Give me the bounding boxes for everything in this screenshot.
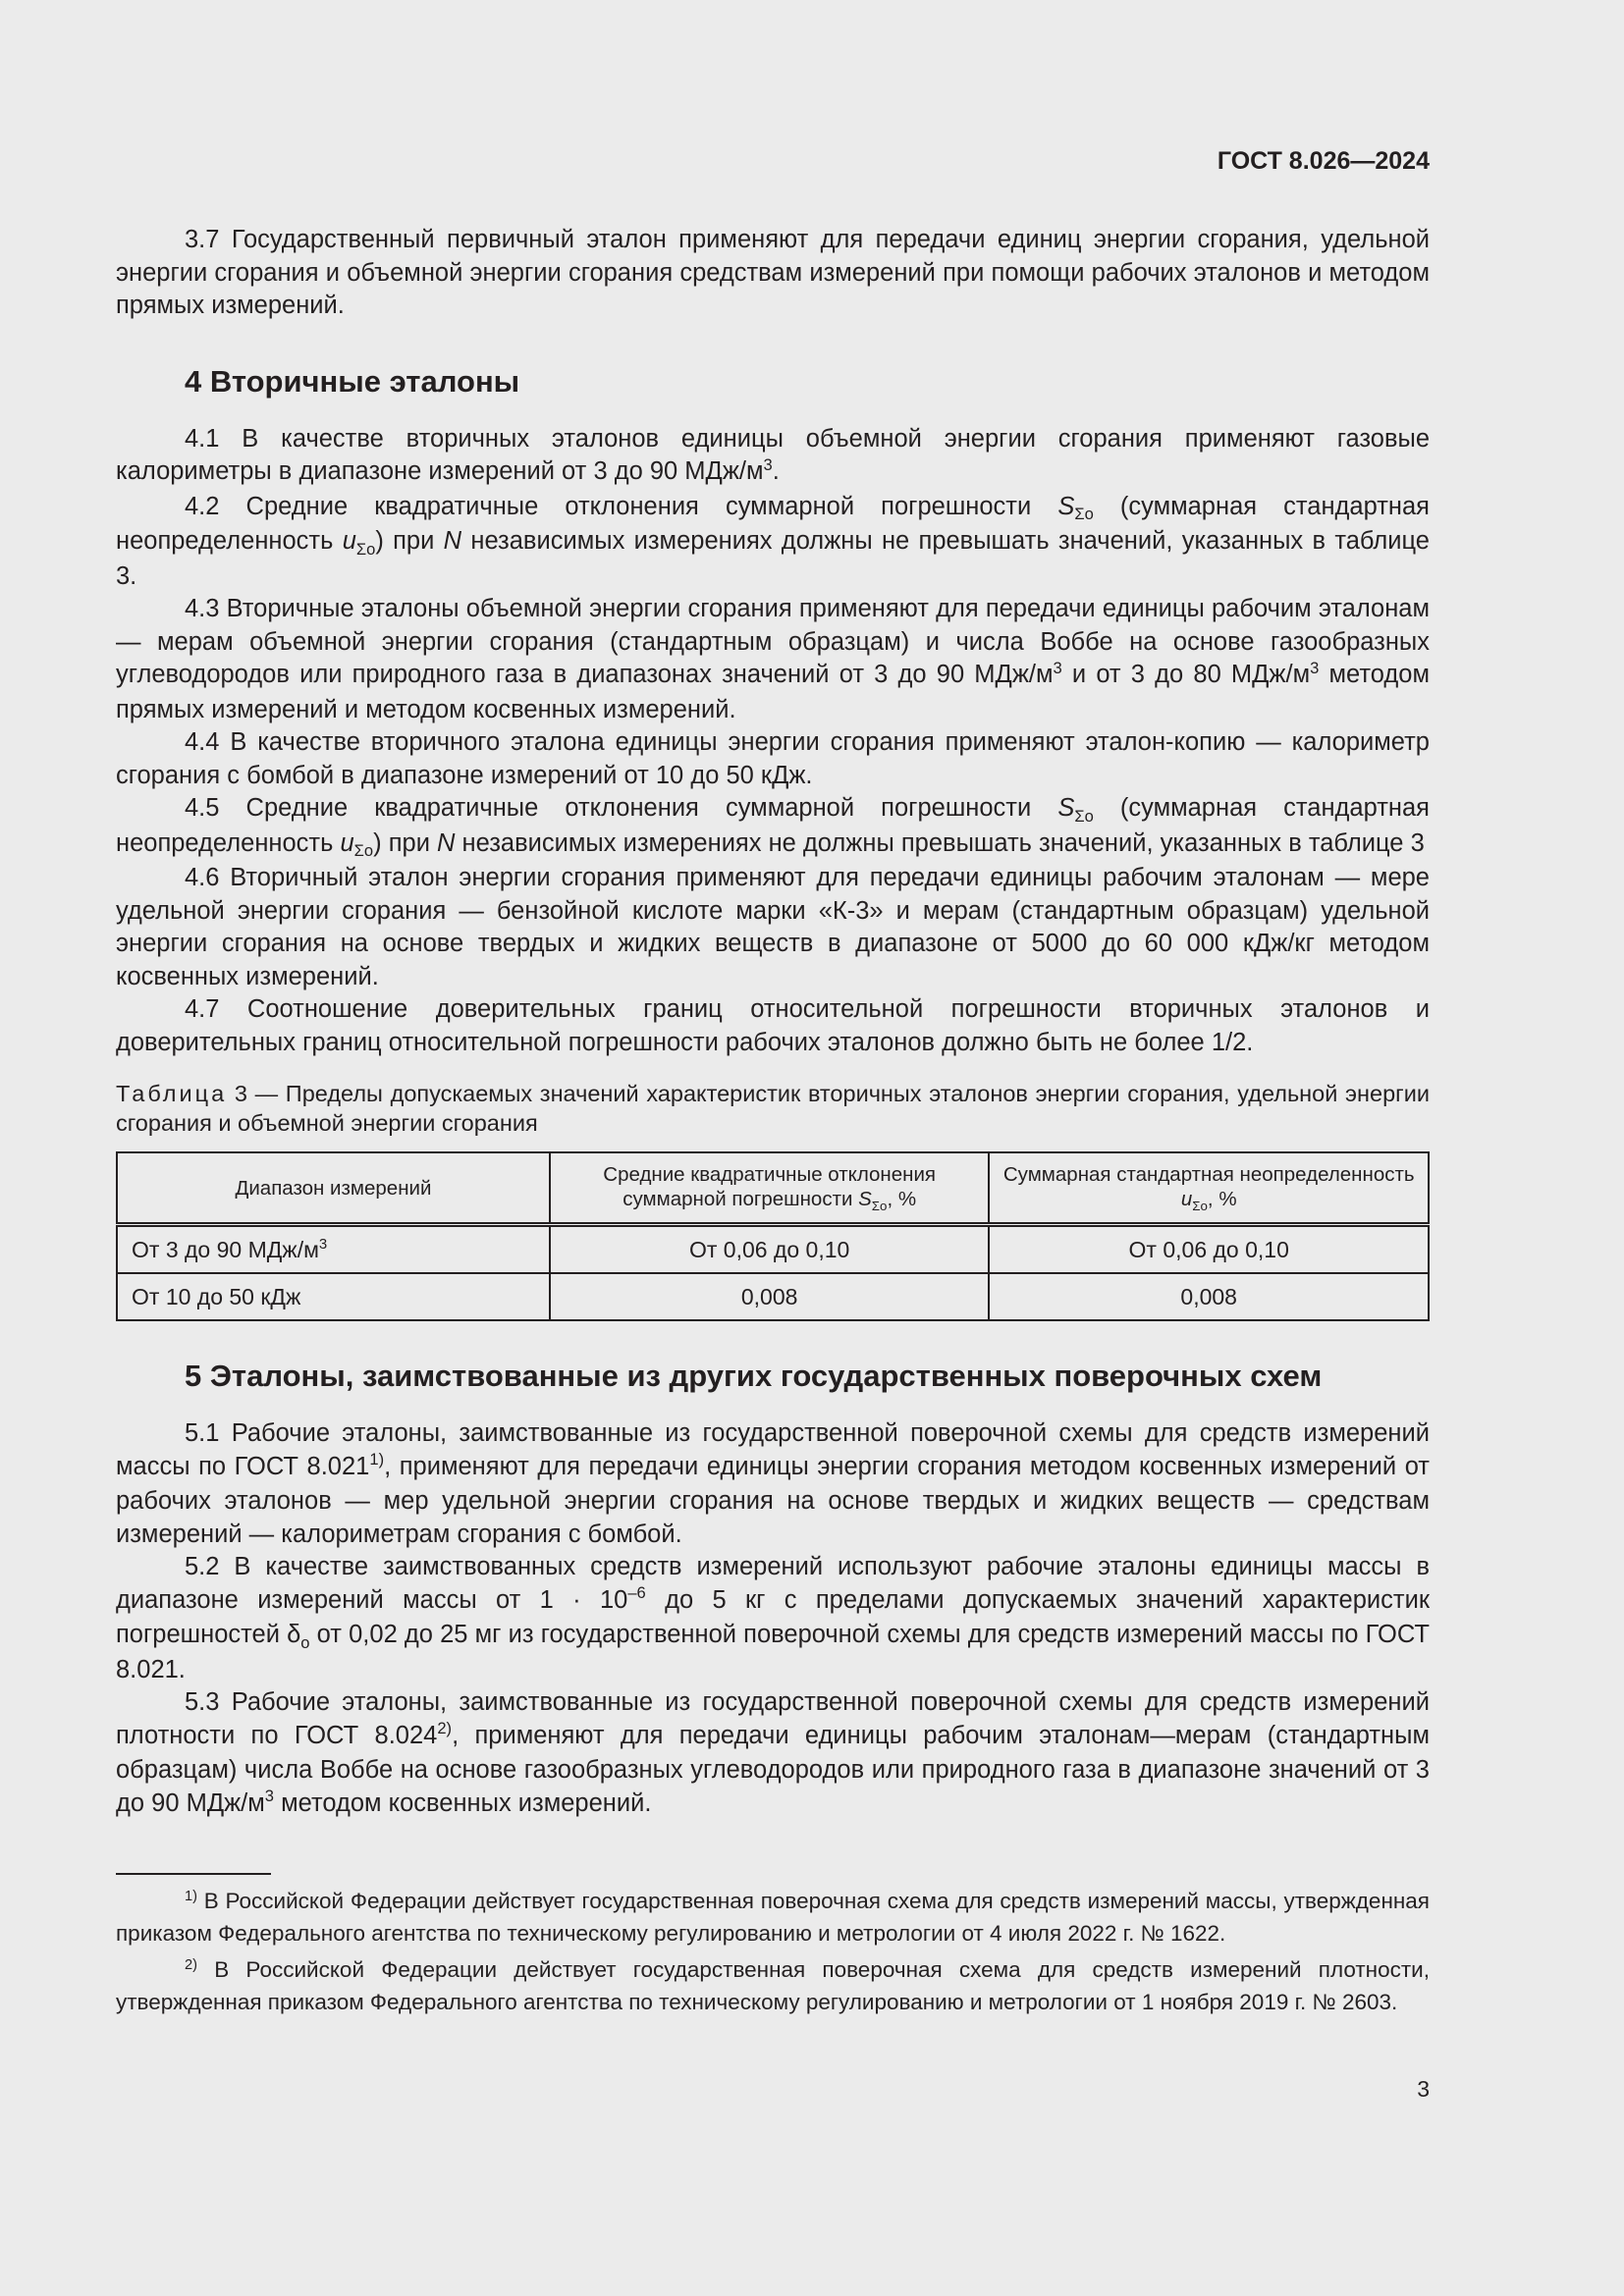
paragraph-4-6: 4.6 Вторичный эталон энергии сгорания применяют для передачи единицы рабочим эталонам — мере удельной энергии сгорания — бензойной кислоте марки «К-3» и мерам (стандартным образцам) удельной энергии сгорания на основе твердых и жидких веществ в диапазоне от 5000 до 60 000 кДж/кг методом косвенных измерений. (116, 864, 1430, 990)
paragraph-4-3: 4.3 Вторичные эталоны объемной энергии сгорания применяют для передачи единицы рабочим эталонам — мерам объемной энергии сгорания (стандартным образцам) и числа Воббе на основе газообразных углеводородов или природного газа в диапазонах значений от 3 до 90 МДж/$м^3$ и от 3 до 80 МДж/$м^3$ методом прямых измерений и методом косвенных измерений. (116, 595, 1430, 723)
paragraph-5-2: 5.2 В качестве заимствованных средств измерений используют рабочие эталоны единицы массы в диапазоне измерений массы от $1 \cdot 10^{-6}$ до 5 кг с пределами допускаемых значений характеристик погрешностей $\delta_о$ от 0,02 до 25 мг из государственной поверочной схемы для средств измерений массы по ГОСТ 8.021. (116, 1553, 1430, 1683)
paragraph-4-1: 4.1 В качестве вторичных эталонов единицы объемной энергии сгорания применяют газовые калориметры в диапазоне измерений от 3 до 90 МДж/$м^3$. (116, 424, 1430, 485)
paragraph-4-7: 4.7 Соотношение доверительных границ относительной погрешности вторичных эталонов и доверительных границ относительной погрешности рабочих эталонов должно быть не более 1/2. (116, 995, 1430, 1056)
section-4-heading: 4 Вторичные эталоны (185, 363, 520, 399)
paragraph-5-3: 5.3 Рабочие эталоны, заимствованные из государственной поверочной схемы для средств измерений плотности по ГОСТ 8.024$^{2)}$, применяют для передачи единицы рабочим эталонам—мерам (стандартным образцам) числа Воббе на основе газообразных углеводородов или природного газа в диапазоне значений от 3 до 90 МДж/$м^3$ методом косвенных измерений. (116, 1688, 1430, 1817)
page-number: 3 (1417, 2076, 1430, 2102)
paragraph-3-7: 3.7 Государственный первичный эталон применяют для передачи единиц энергии сгорания, удельной энергии сгорания и объемной энергии сгорания средствам измерений при помощи рабочих эталонов и методом прямых измерений. (116, 226, 1430, 319)
table-cell: От 0,06 до 0,10 (550, 1225, 990, 1274)
table-cell: От 10 до 50 кДж (117, 1273, 550, 1320)
paragraph-5-1: 5.1 Рабочие эталоны, заимствованные из государственной поверочной схемы для средств измерений массы по ГОСТ 8.021$^{1)}$, применяют для передачи единицы энергии сгорания методом косвенных измерений от рабочих эталонов — мер удельной энергии сгорания на основе твердых и жидких веществ — средствам измерений — калориметрам сгорания с бомбой. (116, 1419, 1430, 1548)
paragraph-4-4: 4.4 В качестве вторичного эталона единицы энергии сгорания применяют эталон-копию — калориметр сгорания с бомбой в диапазоне измерений от 10 до 50 кДж. (116, 728, 1430, 789)
table-row (117, 1225, 1429, 1274)
table-cell: От 0,06 до 0,10 (989, 1225, 1429, 1274)
table-3-caption: Таблица 3 — Пределы допускаемых значений характеристик вторичных эталонов энергии сгорания, удельной энергии сгорания и объемной энергии сгорания (116, 1081, 1430, 1136)
table-cell: 0,008 (989, 1273, 1429, 1320)
paragraph-4-5: 4.5 Средние квадратичные отклонения суммарной погрешности $S_{\Sigma о}$ (суммарная стандартная неопределенность $u_{\Sigma о}$) при N независимых измерениях не должны превышать значений, указанных в таблице 3 (116, 794, 1430, 861)
footnotes (116, 1873, 1430, 2016)
table-cell: 0,008 (550, 1273, 990, 1320)
table-cell: От 3 до 90 МДж/$м^3$ (117, 1225, 550, 1274)
paragraph-4-2: 4.2 Средние квадратичные отклонения суммарной погрешности $S_{\Sigma о}$ (суммарная стандартная неопределенность $u_{\Sigma о}$) при N независимых измерениях должны не превышать значений, указанных в таблице 3. (116, 492, 1430, 590)
table-header-cell: Суммарная стандартная неопределенность $u_{\Sigma о}$, % (989, 1152, 1429, 1225)
table-header-cell: Средние квадратичные отклонения суммарной погрешности $S_{\Sigma о}$, % (550, 1152, 990, 1225)
table-header-row (117, 1152, 1429, 1225)
footnote-1: $^{1)}$ В Российской Федерации действует государственная поверочная схема для средств измерений массы, утвержденная приказом Федерального агентства по техническому регулированию и метрологии от 4 июля 2022 г. № 1622. (116, 1888, 1430, 1946)
footnote-2: $^{2)}$ В Российской Федерации действует государственная поверочная схема для средств измерений плотности, утвержденная приказом Федерального агентства по техническому регулированию и метрологии от 1 ноября 2019 г. № 2603. (116, 1956, 1430, 2014)
table-3 (116, 1151, 1430, 1321)
section-5-heading: 5 Эталоны, заимствованные из других государственных поверочных схем (185, 1359, 1323, 1393)
table-header-cell: Диапазон измерений (117, 1152, 550, 1225)
table-row (117, 1273, 1429, 1320)
footnote-divider (116, 1873, 271, 1875)
document-header: ГОСТ 8.026—2024 (1217, 147, 1430, 175)
